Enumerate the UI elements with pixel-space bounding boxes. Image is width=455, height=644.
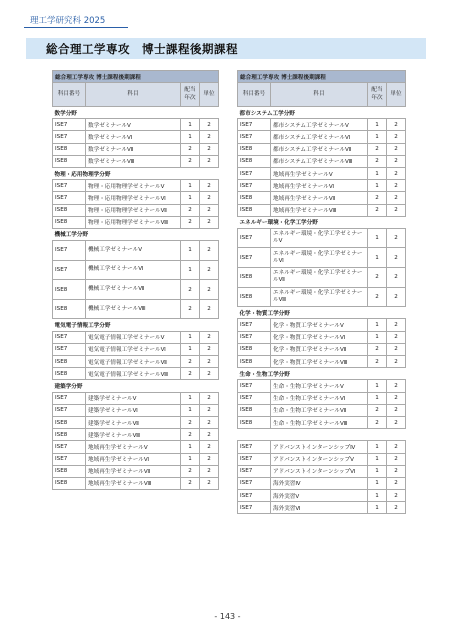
table-row: [53, 343, 219, 355]
course-name: アドバンストインターンシップⅣ: [271, 441, 368, 453]
course-year: 2: [368, 155, 387, 167]
table-row: [53, 368, 219, 380]
course-year: 2: [181, 356, 200, 368]
course-year: 1: [368, 441, 387, 453]
course-name: 物理・応用物理学ゼミナールⅧ: [86, 216, 181, 228]
table-row: [238, 380, 406, 392]
course-name: エネルギー環境・化学工学ゼミナールⅦ: [271, 268, 368, 288]
course-credit: 2: [200, 416, 219, 428]
course-code: ISE7: [53, 331, 86, 343]
course-code: ISE7: [238, 180, 271, 192]
course-credit: 2: [387, 356, 406, 368]
column-header-code: 科目番号: [238, 83, 271, 107]
course-name: 電気電子情報工学ゼミナールⅥ: [86, 343, 181, 355]
table-header-row: [238, 83, 406, 107]
spacer-row: [238, 429, 406, 441]
course-name: エネルギー環境・化学工学ゼミナールⅧ: [271, 287, 368, 307]
course-year: 1: [368, 167, 387, 179]
course-credit: 2: [200, 241, 219, 261]
course-year: 2: [368, 416, 387, 428]
course-code: ISE8: [53, 356, 86, 368]
section-row: [238, 216, 406, 228]
course-year: 2: [368, 204, 387, 216]
table-row: [238, 490, 406, 502]
course-credit: 2: [387, 404, 406, 416]
table-row: [53, 131, 219, 143]
course-code: ISE8: [238, 268, 271, 288]
course-code: ISE8: [238, 343, 271, 355]
course-code: ISE8: [53, 477, 86, 489]
table-row: [238, 268, 406, 288]
course-code: ISE7: [53, 131, 86, 143]
course-name: 電気電子情報工学ゼミナールⅤ: [86, 331, 181, 343]
table-row: [53, 453, 219, 465]
left-course-table: [52, 70, 219, 490]
section-heading: 化学・物質工学分野: [238, 307, 406, 319]
section-row: [53, 228, 219, 240]
page-number: - 143 -: [214, 612, 241, 621]
course-year: 1: [181, 241, 200, 261]
course-code: ISE7: [53, 441, 86, 453]
course-name: 地域再生学ゼミナールⅥ: [86, 453, 181, 465]
course-year: 2: [181, 299, 200, 319]
table-row: [53, 429, 219, 441]
course-credit: 2: [200, 392, 219, 404]
course-name: 生命・生物工学ゼミナールⅦ: [271, 404, 368, 416]
course-name: 物理・応用物理学ゼミナールⅤ: [86, 180, 181, 192]
course-credit: 2: [200, 465, 219, 477]
section-row: [238, 368, 406, 380]
course-name: 地域再生学ゼミナールⅤ: [271, 167, 368, 179]
course-code: ISE7: [238, 465, 271, 477]
course-year: 2: [181, 465, 200, 477]
course-credit: 2: [200, 192, 219, 204]
section-row: [53, 107, 219, 119]
course-code: ISE8: [238, 356, 271, 368]
course-code: ISE7: [53, 453, 86, 465]
course-name: 生命・生物工学ゼミナールⅥ: [271, 392, 368, 404]
column-header-subject: 科目: [271, 83, 368, 107]
course-code: ISE8: [53, 429, 86, 441]
course-year: 2: [181, 216, 200, 228]
section-heading: [238, 429, 406, 441]
course-credit: 2: [387, 343, 406, 355]
table-row: [53, 143, 219, 155]
table-row: [238, 180, 406, 192]
column-header-credit: 単位: [200, 83, 219, 107]
course-name: 物理・応用物理学ゼミナールⅦ: [86, 204, 181, 216]
course-name: 地域再生学ゼミナールⅦ: [271, 192, 368, 204]
course-code: ISE8: [53, 368, 86, 380]
course-code: ISE8: [53, 280, 86, 300]
course-name: 都市システム工学ゼミナールⅥ: [271, 131, 368, 143]
course-year: 1: [181, 131, 200, 143]
course-year: 1: [368, 490, 387, 502]
course-credit: 2: [387, 490, 406, 502]
course-code: ISE8: [53, 465, 86, 477]
table-row: [238, 356, 406, 368]
table-row: [53, 404, 219, 416]
course-name: 数学ゼミナールⅦ: [86, 143, 181, 155]
table-row: [238, 404, 406, 416]
course-name: 化学・物質工学ゼミナールⅤ: [271, 319, 368, 331]
course-credit: 2: [387, 441, 406, 453]
course-credit: 2: [387, 131, 406, 143]
course-credit: 2: [200, 280, 219, 300]
course-code: ISE7: [238, 131, 271, 143]
course-year: 1: [181, 404, 200, 416]
course-code: ISE7: [238, 228, 271, 248]
course-year: 2: [181, 204, 200, 216]
course-name: アドバンストインターンシップⅥ: [271, 465, 368, 477]
title-bar: [26, 38, 426, 59]
course-credit: 2: [200, 143, 219, 155]
course-code: ISE7: [238, 119, 271, 131]
course-name: 海外実習Ⅳ: [271, 477, 368, 489]
table-row: [238, 248, 406, 268]
course-code: ISE8: [53, 143, 86, 155]
course-credit: 2: [387, 119, 406, 131]
course-code: ISE8: [238, 416, 271, 428]
course-year: 1: [368, 465, 387, 477]
course-name: 機械工学ゼミナールⅥ: [86, 260, 181, 280]
course-name: 地域再生学ゼミナールⅧ: [271, 204, 368, 216]
course-credit: 2: [387, 192, 406, 204]
course-year: 2: [181, 155, 200, 167]
course-credit: 2: [200, 404, 219, 416]
course-year: 2: [368, 268, 387, 288]
course-name: 化学・物質工学ゼミナールⅥ: [271, 331, 368, 343]
table-row: [53, 155, 219, 167]
course-year: 1: [368, 392, 387, 404]
table-caption: 総合理工学専攻 博士課程後期課程: [238, 71, 406, 83]
course-year: 1: [368, 477, 387, 489]
table-row: [238, 192, 406, 204]
course-name: 建築学ゼミナールⅧ: [86, 429, 181, 441]
table-row: [238, 143, 406, 155]
course-year: 1: [181, 392, 200, 404]
course-name: 建築学ゼミナールⅤ: [86, 392, 181, 404]
course-code: ISE7: [238, 453, 271, 465]
course-credit: 2: [200, 441, 219, 453]
course-credit: 2: [200, 299, 219, 319]
table-row: [238, 155, 406, 167]
section-row: [53, 167, 219, 179]
course-year: 1: [181, 331, 200, 343]
header-rule: [24, 27, 128, 28]
course-code: ISE7: [238, 167, 271, 179]
table-row: [238, 441, 406, 453]
course-code: ISE8: [238, 192, 271, 204]
course-year: 2: [181, 477, 200, 489]
course-name: 電気電子情報工学ゼミナールⅧ: [86, 368, 181, 380]
course-credit: 2: [387, 268, 406, 288]
table-row: [53, 416, 219, 428]
column-header-year: 配当年次: [181, 83, 200, 107]
column-header-subject: 科目: [86, 83, 181, 107]
table-row: [238, 416, 406, 428]
course-code: ISE7: [238, 392, 271, 404]
course-code: ISE7: [53, 343, 86, 355]
course-code: ISE7: [53, 192, 86, 204]
table-row: [53, 216, 219, 228]
course-code: ISE8: [238, 155, 271, 167]
course-year: 1: [181, 119, 200, 131]
course-credit: 2: [387, 453, 406, 465]
course-name: 機械工学ゼミナールⅦ: [86, 280, 181, 300]
table-row: [53, 465, 219, 477]
section-heading: エネルギー環境・化学工学分野: [238, 216, 406, 228]
course-credit: 2: [387, 167, 406, 179]
table-row: [53, 241, 219, 261]
page-title: 総合理工学専攻 博士課程後期課程: [46, 42, 238, 56]
course-name: 機械工学ゼミナールⅧ: [86, 299, 181, 319]
course-credit: 2: [200, 331, 219, 343]
course-name: エネルギー環境・化学工学ゼミナールⅤ: [271, 228, 368, 248]
course-credit: 2: [387, 392, 406, 404]
section-row: [53, 319, 219, 331]
course-name: 生命・生物工学ゼミナールⅤ: [271, 380, 368, 392]
course-year: 2: [181, 280, 200, 300]
course-year: 2: [368, 356, 387, 368]
section-heading: 電気電子情報工学分野: [53, 319, 219, 331]
course-name: 数学ゼミナールⅧ: [86, 155, 181, 167]
table-row: [238, 477, 406, 489]
table-row: [238, 228, 406, 248]
section-heading: 機械工学分野: [53, 228, 219, 240]
course-year: 1: [181, 453, 200, 465]
course-code: ISE7: [53, 119, 86, 131]
course-code: ISE8: [238, 287, 271, 307]
course-name: 地域再生学ゼミナールⅥ: [271, 180, 368, 192]
course-credit: 2: [387, 502, 406, 514]
table-row: [53, 441, 219, 453]
course-name: 化学・物質工学ゼミナールⅧ: [271, 356, 368, 368]
table-row: [53, 260, 219, 280]
section-row: [238, 307, 406, 319]
course-code: ISE8: [53, 155, 86, 167]
course-code: ISE7: [53, 392, 86, 404]
course-name: アドバンストインターンシップⅤ: [271, 453, 368, 465]
course-year: 1: [368, 331, 387, 343]
table-row: [53, 477, 219, 489]
course-name: 地域再生学ゼミナールⅤ: [86, 441, 181, 453]
course-code: ISE7: [238, 331, 271, 343]
course-credit: 2: [387, 331, 406, 343]
course-credit: 2: [387, 204, 406, 216]
course-code: ISE8: [53, 204, 86, 216]
course-credit: 2: [200, 180, 219, 192]
section-heading: 都市システム工学分野: [238, 107, 406, 119]
course-credit: 2: [200, 131, 219, 143]
course-name: 都市システム工学ゼミナールⅤ: [271, 119, 368, 131]
course-code: ISE7: [238, 380, 271, 392]
course-name: 地域再生学ゼミナールⅦ: [86, 465, 181, 477]
course-year: 2: [181, 368, 200, 380]
course-year: 1: [181, 180, 200, 192]
course-year: 1: [368, 453, 387, 465]
course-year: 2: [181, 416, 200, 428]
course-code: ISE7: [238, 319, 271, 331]
table-row: [238, 287, 406, 307]
course-code: ISE8: [238, 143, 271, 155]
course-year: 1: [368, 380, 387, 392]
course-credit: 2: [200, 155, 219, 167]
section-heading: 生命・生物工学分野: [238, 368, 406, 380]
section-heading: 建築学分野: [53, 380, 219, 392]
course-name: エネルギー環境・化学工学ゼミナールⅥ: [271, 248, 368, 268]
table-row: [53, 180, 219, 192]
course-code: ISE8: [53, 299, 86, 319]
table-row: [238, 502, 406, 514]
course-code: ISE8: [53, 216, 86, 228]
course-credit: 2: [387, 287, 406, 307]
course-name: 生命・生物工学ゼミナールⅧ: [271, 416, 368, 428]
course-credit: 2: [387, 155, 406, 167]
course-code: ISE7: [238, 502, 271, 514]
course-name: 地域再生学ゼミナールⅧ: [86, 477, 181, 489]
course-code: ISE7: [238, 477, 271, 489]
table-row: [53, 299, 219, 319]
course-credit: 2: [387, 143, 406, 155]
course-credit: 2: [200, 260, 219, 280]
course-year: 2: [368, 192, 387, 204]
table-row: [238, 167, 406, 179]
course-name: 建築学ゼミナールⅥ: [86, 404, 181, 416]
table-row: [53, 192, 219, 204]
course-year: 1: [368, 248, 387, 268]
course-year: 1: [368, 319, 387, 331]
table-row: [238, 453, 406, 465]
course-name: 数学ゼミナールⅤ: [86, 119, 181, 131]
course-credit: 2: [200, 368, 219, 380]
table-row: [238, 131, 406, 143]
course-credit: 2: [387, 248, 406, 268]
course-year: 2: [368, 404, 387, 416]
header-label: 理工学研究科 2025: [30, 16, 106, 26]
table-header-row: [53, 83, 219, 107]
course-year: 1: [368, 180, 387, 192]
course-credit: 2: [387, 416, 406, 428]
course-credit: 2: [200, 204, 219, 216]
course-code: ISE7: [53, 241, 86, 261]
course-name: 化学・物質工学ゼミナールⅦ: [271, 343, 368, 355]
course-year: 1: [368, 502, 387, 514]
course-name: 海外実習Ⅵ: [271, 502, 368, 514]
right-course-table: [237, 70, 406, 514]
table-row: [238, 204, 406, 216]
column-header-year: 配当年次: [368, 83, 387, 107]
table-row: [53, 280, 219, 300]
course-year: 1: [368, 119, 387, 131]
course-credit: 2: [387, 319, 406, 331]
course-year: 2: [368, 343, 387, 355]
course-year: 2: [368, 287, 387, 307]
course-year: 2: [368, 143, 387, 155]
course-name: 建築学ゼミナールⅦ: [86, 416, 181, 428]
course-credit: 2: [387, 380, 406, 392]
course-code: ISE7: [53, 180, 86, 192]
course-year: 1: [181, 441, 200, 453]
table-row: [238, 319, 406, 331]
table-row: [53, 204, 219, 216]
section-row: [53, 380, 219, 392]
section-heading: 物理・応用物理学分野: [53, 167, 219, 179]
table-row: [53, 392, 219, 404]
course-year: 1: [368, 228, 387, 248]
course-credit: 2: [387, 228, 406, 248]
course-code: ISE7: [238, 490, 271, 502]
course-year: 1: [181, 192, 200, 204]
course-code: ISE7: [238, 248, 271, 268]
course-code: ISE8: [238, 204, 271, 216]
section-heading: 数学分野: [53, 107, 219, 119]
column-header-code: 科目番号: [53, 83, 86, 107]
course-year: 2: [181, 143, 200, 155]
course-year: 1: [368, 131, 387, 143]
course-credit: 2: [200, 453, 219, 465]
table-caption: 総合理工学専攻 博士課程後期課程: [53, 71, 219, 83]
course-name: 機械工学ゼミナールⅤ: [86, 241, 181, 261]
course-code: ISE8: [53, 416, 86, 428]
table-row: [238, 119, 406, 131]
table-row: [53, 331, 219, 343]
course-name: 都市システム工学ゼミナールⅦ: [271, 143, 368, 155]
table-row: [238, 465, 406, 477]
table-row: [238, 392, 406, 404]
table-row: [238, 331, 406, 343]
course-credit: 2: [387, 465, 406, 477]
course-credit: 2: [387, 477, 406, 489]
course-code: ISE7: [53, 404, 86, 416]
course-credit: 2: [387, 180, 406, 192]
course-credit: 2: [200, 343, 219, 355]
course-name: 電気電子情報工学ゼミナールⅦ: [86, 356, 181, 368]
course-credit: 2: [200, 119, 219, 131]
table-row: [238, 343, 406, 355]
section-row: [238, 107, 406, 119]
course-credit: 2: [200, 356, 219, 368]
course-year: 1: [181, 260, 200, 280]
course-code: ISE7: [238, 441, 271, 453]
course-credit: 2: [200, 429, 219, 441]
course-credit: 2: [200, 477, 219, 489]
course-credit: 2: [200, 216, 219, 228]
course-year: 1: [181, 343, 200, 355]
course-code: ISE8: [238, 404, 271, 416]
course-name: 海外実習Ⅴ: [271, 490, 368, 502]
column-header-credit: 単位: [387, 83, 406, 107]
course-name: 物理・応用物理学ゼミナールⅥ: [86, 192, 181, 204]
course-name: 数学ゼミナールⅥ: [86, 131, 181, 143]
table-row: [53, 119, 219, 131]
course-name: 都市システム工学ゼミナールⅧ: [271, 155, 368, 167]
table-row: [53, 356, 219, 368]
course-code: ISE7: [53, 260, 86, 280]
course-year: 2: [181, 429, 200, 441]
